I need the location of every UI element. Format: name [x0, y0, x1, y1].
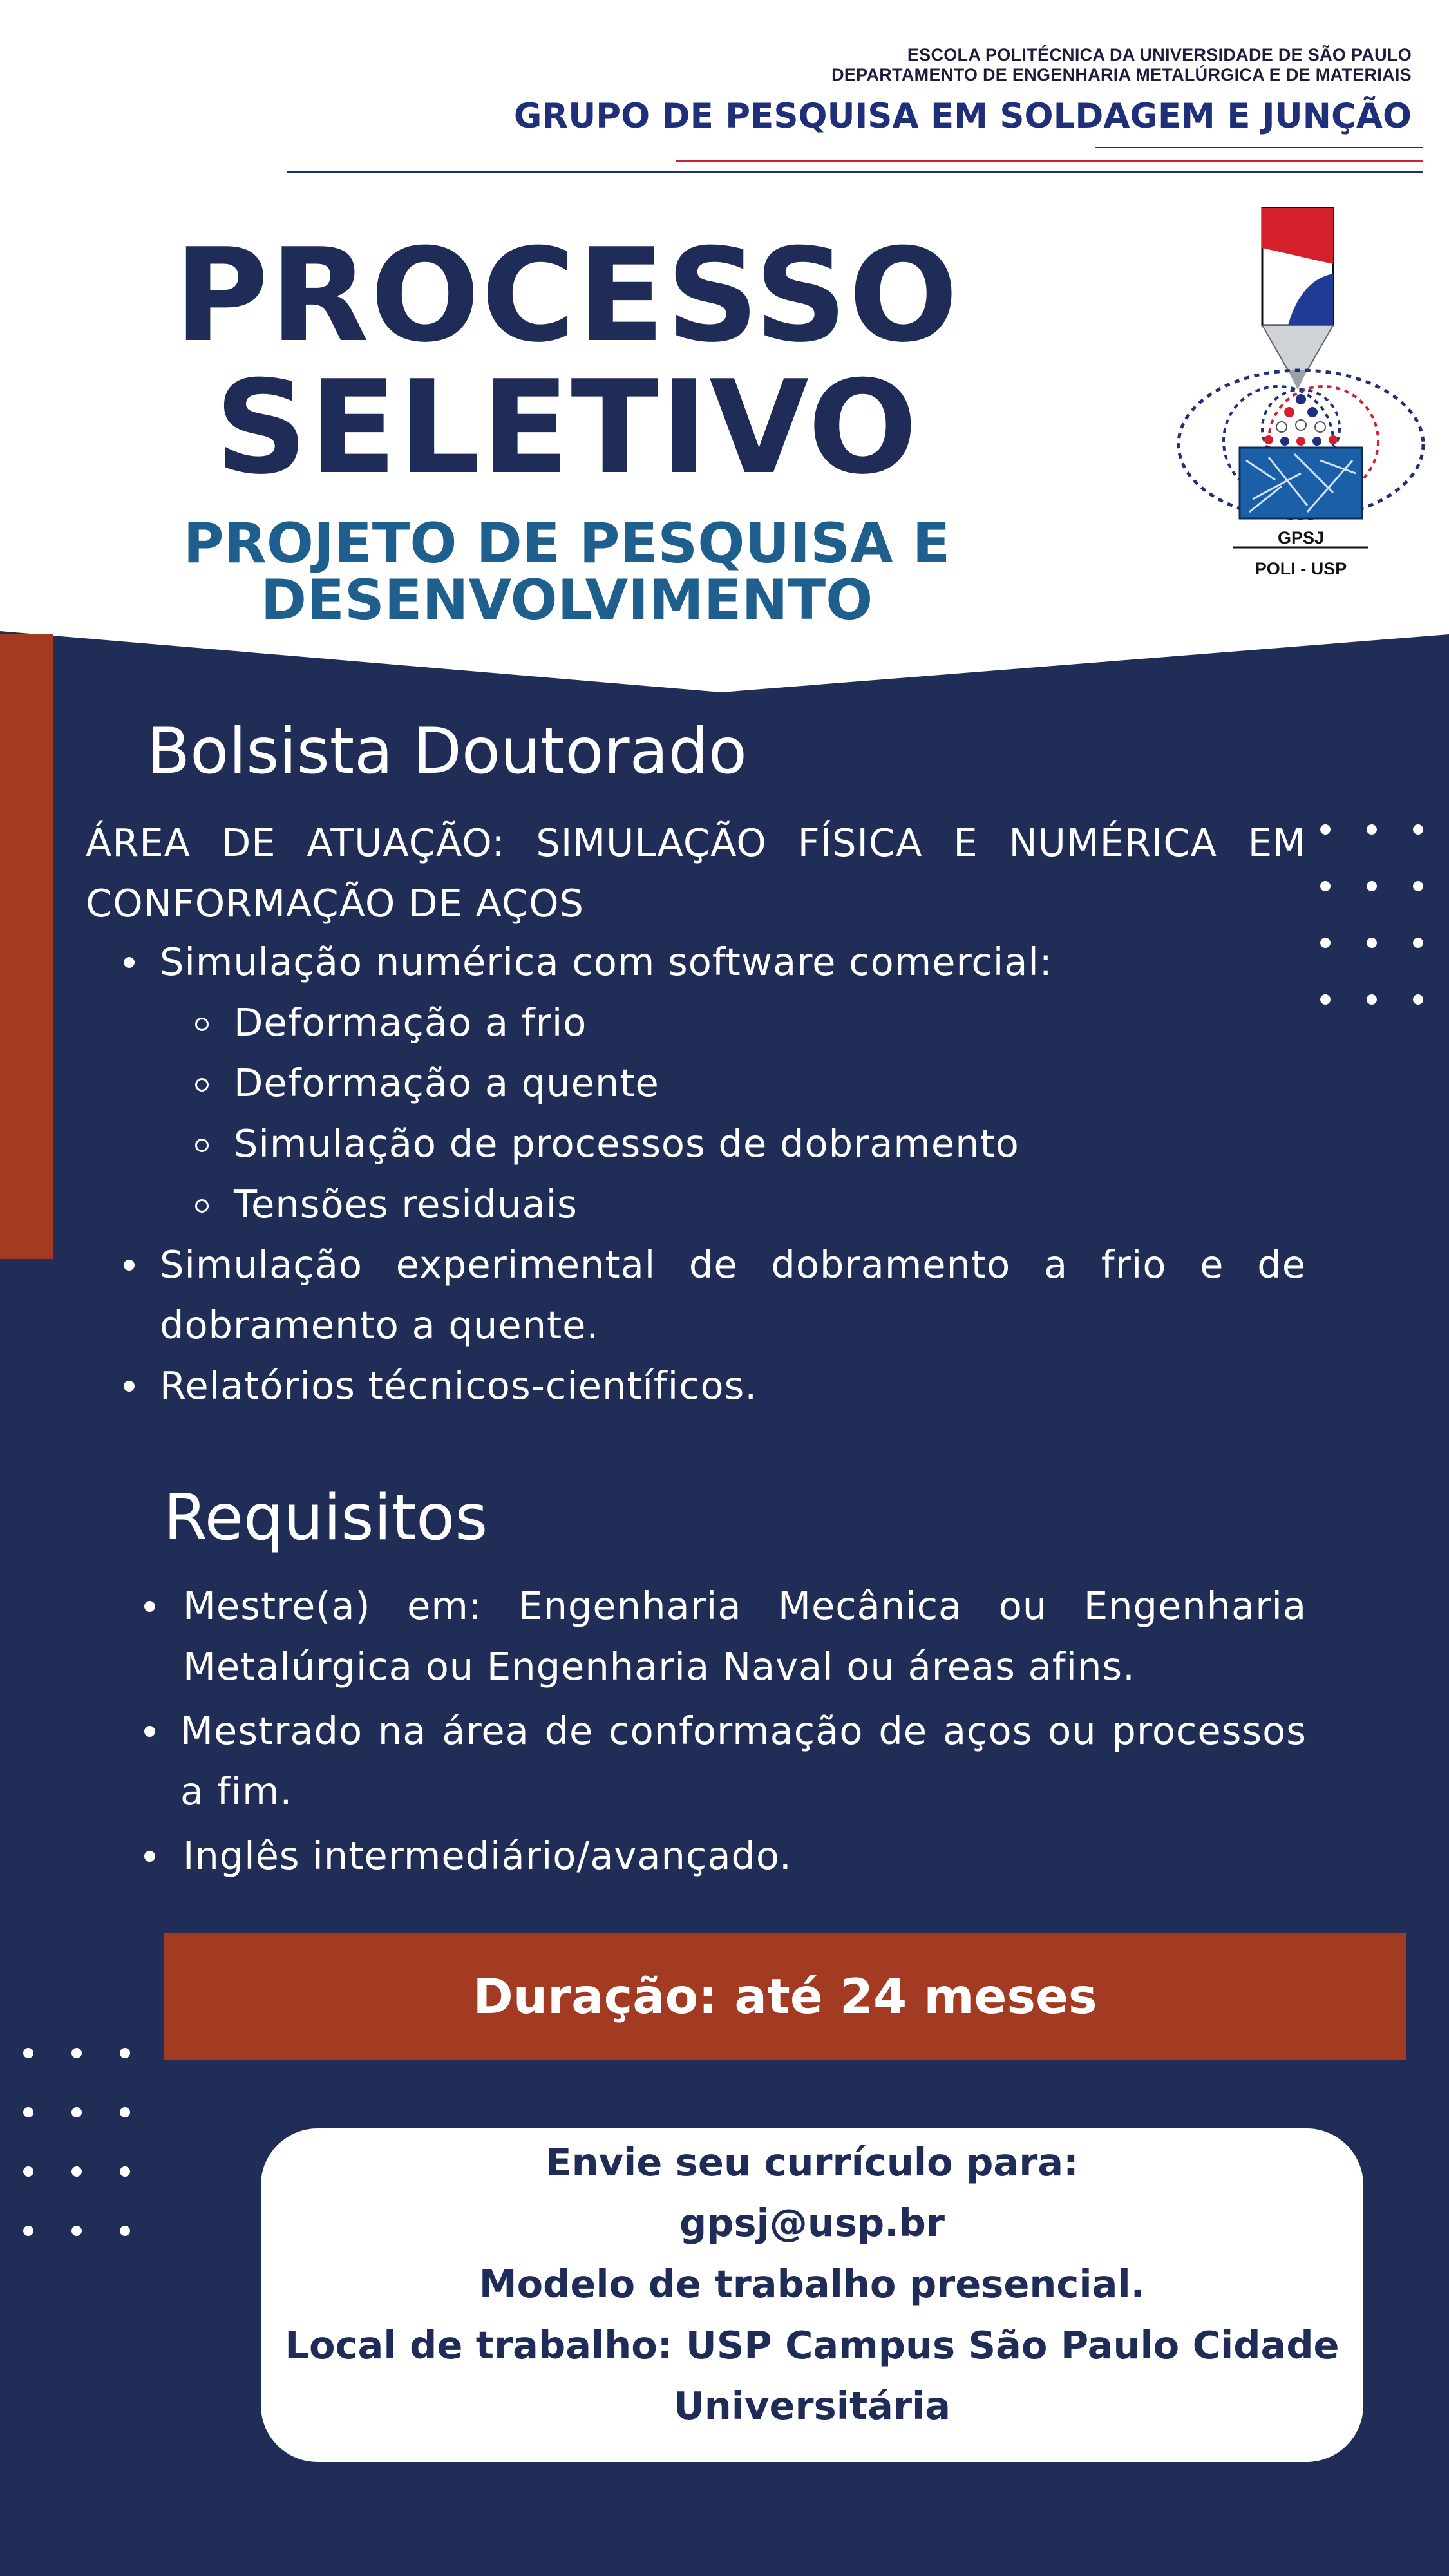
institution-line-1: ESCOLA POLITÉCNICA DA UNIVERSIDADE DE SÃO PAULO: [907, 45, 1412, 64]
responsibility-item: Simulação numérica com software comercial:: [160, 940, 1053, 984]
decor-dot: [71, 2226, 82, 2236]
sub-bullet-ring: [195, 1078, 209, 1092]
decor-dot: [23, 2107, 33, 2117]
decor-dot: [23, 2226, 33, 2236]
page-title-line-2: SELETIVO: [214, 353, 919, 503]
decor-dot: [120, 2226, 130, 2236]
requirement-item: Mestrado na área de conformação de aços ou processos a fim.: [180, 1709, 1307, 1814]
decor-dot: [1320, 994, 1331, 1005]
contact-email[interactable]: gpsj@usp.br: [679, 2201, 945, 2245]
area-of-work: ÁREA DE ATUAÇÃO: SIMULAÇÃO FÍSICA E NUMÉRICA EM CONFORMAÇÃO DE AÇOS: [86, 820, 1306, 925]
decor-dot: [1413, 824, 1423, 835]
page-title-line-1: PROCESSO: [174, 221, 960, 371]
research-group-name: GRUPO DE PESQUISA EM SOLDAGEM E JUNÇÃO: [513, 97, 1412, 136]
bullet-dot: [144, 1601, 155, 1612]
logo-affiliation: POLI - USP: [1255, 559, 1347, 578]
position-role-title: Bolsista Doutorado: [147, 715, 747, 788]
decor-dot: [1320, 881, 1331, 891]
work-location-line-2: Universitária: [673, 2383, 951, 2428]
duration-banner: [164, 1933, 1406, 2060]
accent-side-bar: [0, 634, 53, 1259]
decor-dot: [1367, 881, 1377, 891]
work-location-line-1: Local de trabalho: USP Campus São Paulo Cidade: [285, 2323, 1340, 2367]
decor-dot: [1367, 824, 1377, 835]
decor-dot: [120, 2107, 130, 2117]
sub-bullet-ring: [195, 1139, 209, 1152]
decor-dot: [23, 2048, 33, 2058]
bullet-dot: [144, 1726, 155, 1737]
work-model: Modelo de trabalho presencial.: [478, 2262, 1146, 2306]
sub-item: Deformação a frio: [234, 1000, 587, 1045]
responsibility-item: Relatórios técnicos-científicos.: [160, 1363, 758, 1408]
decor-dot: [71, 2107, 82, 2117]
header-rule-red: [676, 160, 1423, 162]
requirement-item: Inglês intermediário/avançado.: [183, 1833, 792, 1878]
institution-line-2: DEPARTAMENTO DE ENGENHARIA METALÚRGICA E DE MATERIAIS: [831, 65, 1412, 84]
decor-dot: [71, 2166, 82, 2177]
sub-item: Tensões residuais: [234, 1182, 578, 1226]
bullet-dot: [144, 1851, 155, 1862]
gpsj-logo: [1172, 203, 1430, 589]
header-rule-short: [1095, 147, 1423, 148]
contact-instruction: Envie seu currículo para:: [545, 2140, 1079, 2184]
requirements-title: Requisitos: [164, 1481, 488, 1555]
decor-dot: [1413, 938, 1423, 948]
sub-bullet-ring: [195, 1199, 209, 1213]
decor-dot: [23, 2166, 33, 2177]
page-subtitle: [142, 511, 992, 632]
decor-dot: [1367, 994, 1377, 1005]
bullet-dot: [124, 957, 135, 968]
bullet-dot: [124, 1381, 135, 1392]
decor-dot: [1367, 938, 1377, 948]
sub-item: Deformação a quente: [234, 1061, 659, 1105]
contact-card: [261, 2128, 1363, 2462]
bullet-dot: [124, 1260, 135, 1271]
duration-text: Duração: até 24 meses: [473, 1968, 1097, 2025]
requirement-item: Mestre(a) em: Engenharia Mecânica ou Engenharia Metalúrgica ou Engenharia Naval ou áreas afins.: [183, 1584, 1307, 1689]
decor-dot: [120, 2166, 130, 2177]
subtitle-line-2: DESENVOLVIMENTO: [260, 568, 873, 632]
sub-bullet-ring: [195, 1018, 209, 1031]
decor-dot: [1413, 994, 1423, 1005]
decor-dot: [1413, 881, 1423, 891]
decor-dot: [1320, 824, 1331, 835]
decor-dot: [120, 2048, 130, 2058]
decor-dot: [71, 2048, 82, 2058]
logo-acronym: GPSJ: [1277, 528, 1325, 547]
sub-item: Simulação de processos de dobramento: [234, 1121, 1019, 1166]
responsibility-item: Simulação experimental de dobramento a frio e de dobramento a quente.: [160, 1242, 1306, 1347]
subtitle-line-1: PROJETO DE PESQUISA E: [183, 511, 951, 576]
header-rule-navy: [287, 171, 1423, 173]
decor-dot: [1320, 938, 1331, 948]
